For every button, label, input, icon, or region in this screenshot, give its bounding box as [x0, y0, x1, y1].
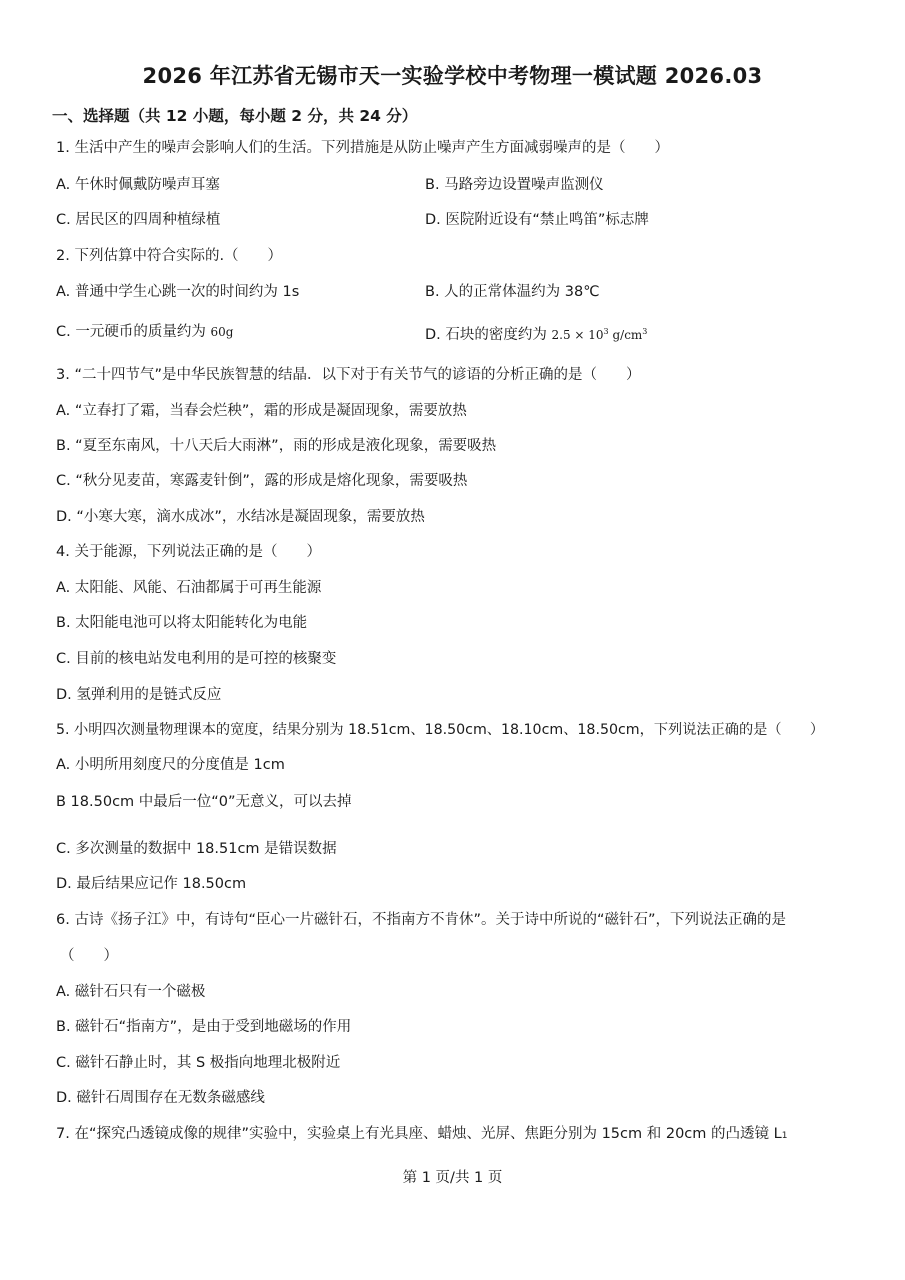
question-2-option-c: [56, 322, 233, 342]
density-exponent: 3: [603, 327, 609, 336]
question-4-option-d: D. 氢弹利用的是链式反应: [56, 687, 222, 703]
question-3-option-a: A. “立春打了霜，当春会烂秧”，霜的形成是凝固现象，需要放热: [56, 403, 467, 419]
section-heading: 一、选择题（共 12 小题，每小题 2 分，共 24 分）: [52, 107, 418, 125]
question-3-stem: 3. “二十四节气”是中华民族智慧的结晶．以下对于有关节气的谚语的分析正确的是（ ）: [56, 367, 641, 383]
density-unit: g/cm: [612, 328, 643, 342]
question-1-stem: 1. 生活中产生的噪声会影响人们的生活。下列措施是从防止噪声产生方面减弱噪声的是（ ）: [56, 140, 669, 156]
question-2-option-d-text: D. 石块的密度约为: [425, 327, 547, 343]
question-1-option-b: B. 马路旁边设置噪声监测仪: [425, 177, 604, 193]
question-5-option-d: D. 最后结果应记作 18.50cm: [56, 876, 247, 892]
question-7-stem: [56, 1124, 787, 1146]
question-2-option-d-value: [552, 328, 648, 342]
question-5-option-c: C. 多次测量的数据中 18.51cm 是错误数据: [56, 841, 337, 857]
question-6-option-d: D. 磁针石周围存在无数条磁感线: [56, 1090, 265, 1106]
question-2-option-c-text: C. 一元硬币的质量约为: [56, 324, 206, 340]
question-1-option-a: A. 午休时佩戴防噪声耳塞: [56, 177, 220, 193]
question-5-stem: 5. 小明四次测量物理课本的宽度，结果分别为 18.51cm、18.50cm、18.10cm、18.50cm，下列说法正确的是（ ）: [56, 722, 825, 738]
question-1-option-c: C. 居民区的四周种植绿植: [56, 212, 221, 228]
question-4-stem: 4. 关于能源，下列说法正确的是（ ）: [56, 544, 321, 560]
question-3-option-c: C. “秋分见麦苗，寒露麦针倒”，露的形成是熔化现象，需要吸热: [56, 473, 468, 489]
question-6-stem-continued: （ ）: [60, 948, 118, 964]
question-7-stem-text: 7. 在“探究凸透镜成像的规律”实验中，实验桌上有光具座、蜡烛、光屏、焦距分别为 15cm 和 20cm 的凸透镜 L: [56, 1126, 782, 1142]
density-unit-exponent: 3: [642, 327, 648, 336]
question-2-option-c-value: 60g: [210, 325, 234, 339]
question-6-stem: 6. 古诗《扬子江》中，有诗句“臣心一片磁针石，不指南方不肯休”。关于诗中所说的“磁针石”，下列说法正确的是: [56, 912, 786, 928]
question-6-option-c: C. 磁针石静止时，其 S 极指向地理北极附近: [56, 1055, 341, 1071]
question-6-option-a: A. 磁针石只有一个磁极: [56, 984, 206, 1000]
question-1-option-d: D. 医院附近设有“禁止鸣笛”标志牌: [425, 212, 649, 228]
question-3-option-d: D. “小寒大寒，滴水成冰”，水结冰是凝固现象，需要放热: [56, 509, 425, 525]
density-base: 2.5 × 10: [551, 328, 604, 342]
page-title: 2026 年江苏省无锡市天一实验学校中考物理一模试题 2026.03: [142, 64, 763, 88]
question-2-option-d: [425, 322, 647, 345]
question-5-option-b: B 18.50cm 中最后一位“0”无意义，可以去掉: [56, 794, 352, 810]
question-3-option-b: B. “夏至东南风，十八天后大雨淋”，雨的形成是液化现象，需要吸热: [56, 438, 497, 454]
question-2-option-a: A. 普通中学生心跳一次的时间约为 1s: [56, 284, 300, 300]
question-2-stem: 2. 下列估算中符合实际的.（ ）: [56, 248, 283, 264]
lens-subscript: 1: [781, 1131, 788, 1141]
question-4-option-b: B. 太阳能电池可以将太阳能转化为电能: [56, 615, 308, 631]
question-6-option-b: B. 磁针石“指南方”，是由于受到地磁场的作用: [56, 1019, 352, 1035]
page-footer: 第 1 页/共 1 页: [402, 1170, 503, 1186]
question-4-option-c: C. 目前的核电站发电利用的是可控的核聚变: [56, 651, 337, 667]
question-4-option-a: A. 太阳能、风能、石油都属于可再生能源: [56, 580, 322, 596]
question-2-option-b: B. 人的正常体温约为 38℃: [425, 284, 600, 300]
question-5-option-a: A. 小明所用刻度尺的分度值是 1cm: [56, 757, 285, 773]
